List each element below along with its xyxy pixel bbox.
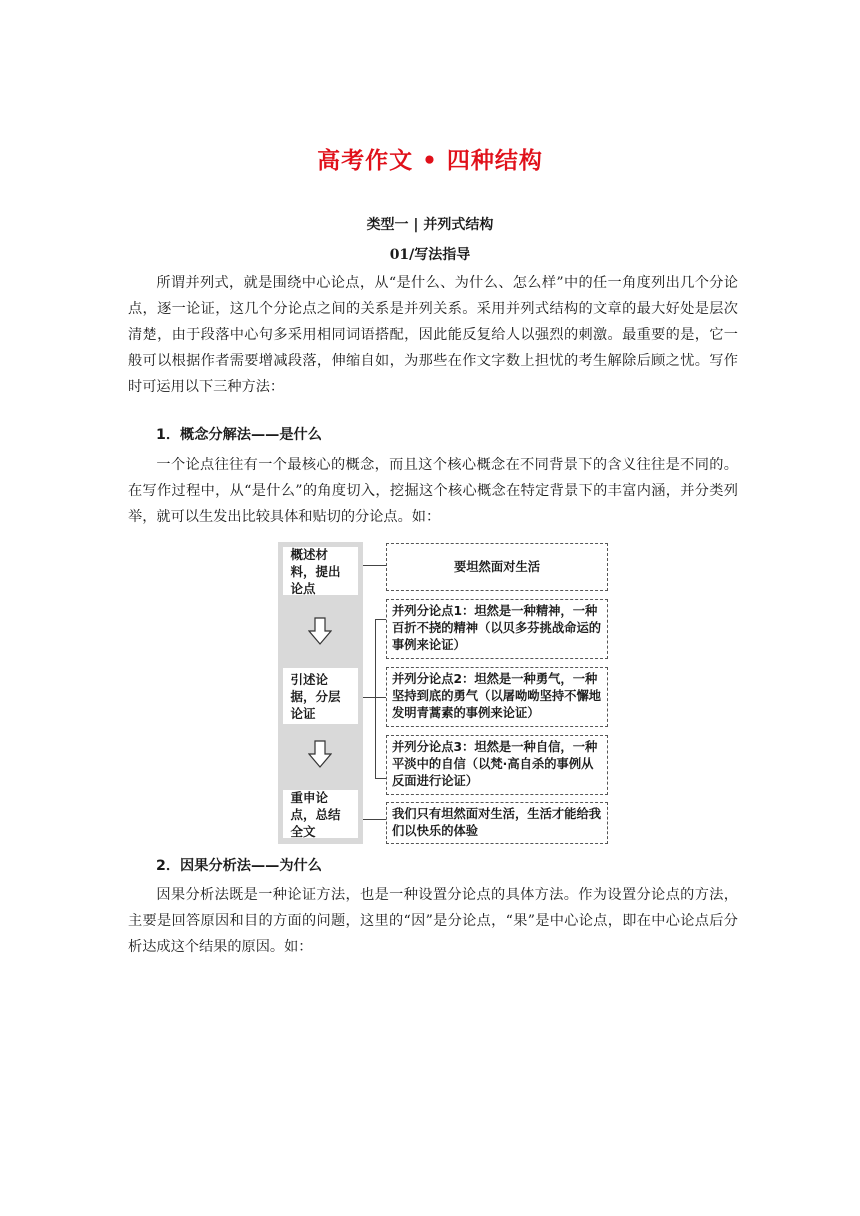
structure-diagram	[278, 542, 612, 844]
down-arrow-icon	[308, 740, 332, 768]
conclusion-box: 我们只有坦然面对生活，生活才能给我们以快乐的体验	[386, 802, 608, 844]
type-subtitle: 类型一 | 并列式结构	[366, 217, 494, 233]
thesis-text: 要坦然面对生活	[453, 559, 541, 574]
method1-heading: 1．概念分解法——是什么	[156, 427, 322, 443]
step-box-argue	[283, 668, 358, 724]
connector-line	[375, 697, 386, 698]
step-box-conclude	[283, 790, 358, 838]
method1-paragraph: 一个论点往往有一个最核心的概念，而且这个核心概念在不同背景下的含义往往是不同的。在写作过程中，从“是什么”的角度切入，挖掘这个核心概念在特定背景下的丰富内涵，并分类列举，就可以生发出比较具体和贴切的分论点。如：	[128, 457, 738, 525]
connector-line	[363, 697, 375, 698]
step-conclude-label: 重申论点，总结全文	[290, 789, 341, 839]
connector-line	[363, 819, 386, 820]
step-box-intro	[283, 547, 358, 595]
section-heading: 01/写法指导	[389, 247, 471, 263]
page-title: 高考作文 • 四种结构	[317, 148, 543, 174]
down-arrow-icon	[308, 617, 332, 645]
method2-paragraph: 因果分析法既是一种论证方法，也是一种设置分论点的具体方法。作为设置分论点的方法，主要是回答原因和目的方面的问题，这里的“因”是分论点，“果”是中心论点，即在中心论点后分析达成这个结果的原因。如：	[128, 887, 738, 955]
connector-line	[363, 565, 386, 566]
point2-box: 并列分论点2：坦然是一种勇气，一种坚持到底的勇气（以屠呦呦坚持不懈地发明青蒿素的事例来论证）	[386, 667, 608, 727]
step-intro-label: 概述材料，提出论点	[290, 546, 341, 596]
point1-box: 并列分论点1：坦然是一种精神，一种百折不挠的精神（以贝多芬挑战命运的事例来论证）	[386, 599, 608, 659]
method2-heading: 2．因果分析法——为什么	[156, 858, 322, 874]
thesis-box	[386, 543, 608, 591]
intro-paragraph: 所谓并列式，就是围绕中心论点，从“是什么、为什么、怎么样”中的任一角度列出几个分论点，逐一论证，这几个分论点之间的关系是并列关系。采用并列式结构的文章的最大好处是层次清楚，由于段落中心句多采用相同词语搭配，因此能反复给人以强烈的刺激。最重要的是，它一般可以根据作者需要增减段落，伸缩自如，为那些在作文字数上担忧的考生解除后顾之忧。写作时可运用以下三种方法：	[128, 275, 738, 395]
point3-box: 并列分论点3：坦然是一种自信，一种平淡中的自信（以梵·高自杀的事例从反面进行论证）	[386, 735, 608, 795]
step-argue-label: 引述论据，分层论证	[290, 671, 341, 721]
